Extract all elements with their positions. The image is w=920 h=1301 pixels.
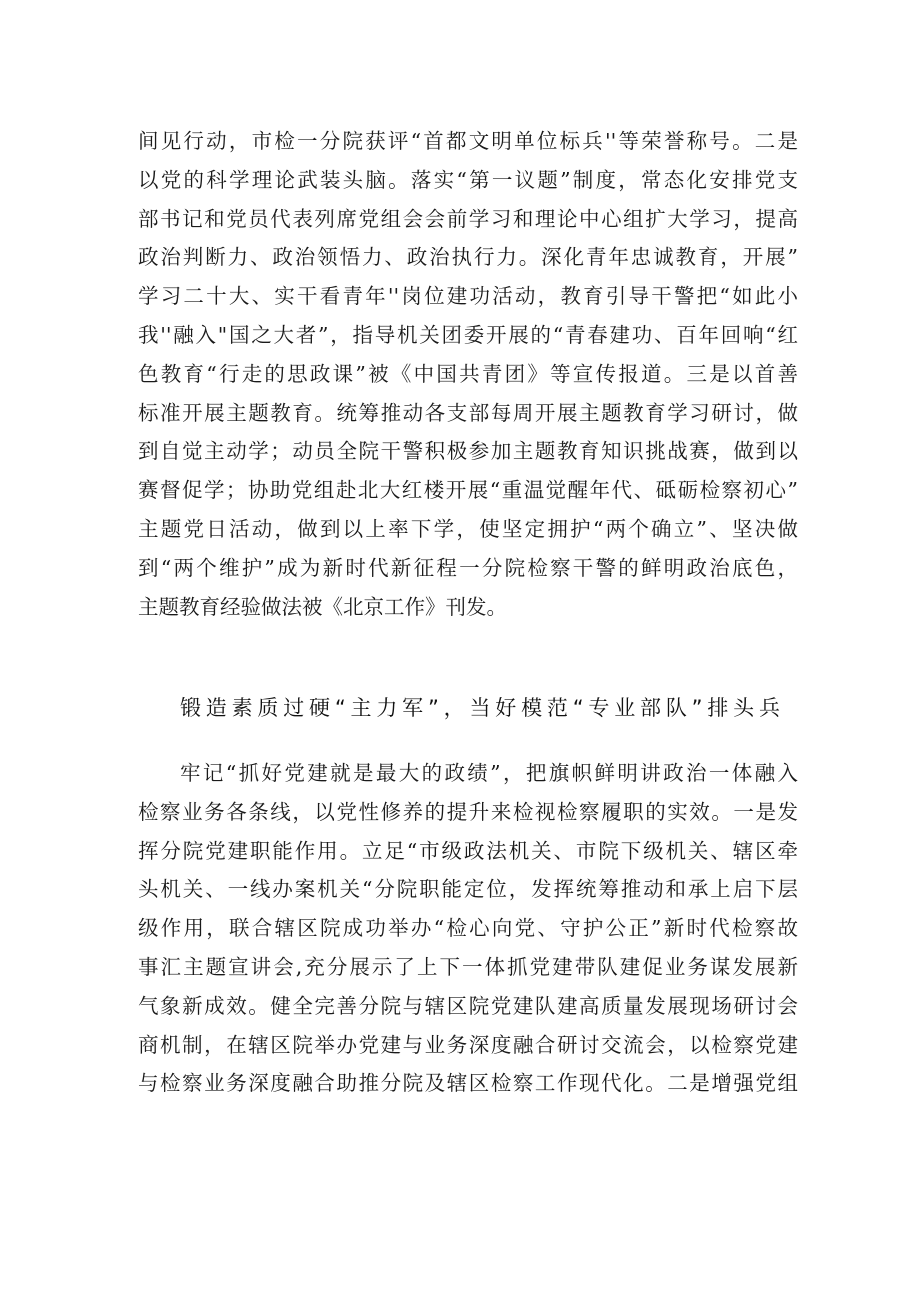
paragraph-1-line: 到自觉主动学；动员全院干警积极参加主题教育知识挑战赛，做到以	[138, 439, 798, 464]
paragraph-2-line: 挥分院党建职能作用。立足“市级政法机关、市院下级机关、辖区牵	[138, 838, 798, 863]
paragraph-1-line: 主题党日活动，做到以上率下学，使坚定拥护“两个确立”、坚决做	[138, 516, 798, 541]
paragraph-2-line: 与检察业务深度融合助推分院及辖区检察工作现代化。二是增强党组	[138, 1071, 798, 1096]
paragraph-2-line: 气象新成效。健全完善分院与辖区院党建队建高质量发展现场研讨会	[138, 993, 798, 1018]
section-heading: 锻造素质过硬“主力军”，当好模范“专业部队”排头兵	[180, 696, 780, 720]
paragraph-2-line: 牢记“抓好党建就是最大的政绩”，把旗帜鲜明讲政治一体融入	[180, 761, 798, 785]
paragraph-1-line: 标准开展主题教育。统筹推动各支部每周开展主题教育学习研讨，做	[138, 400, 798, 425]
paragraph-1-line: 间见行动，市检一分院获评“首都文明单位标兵''等荣誉称号。二是	[138, 129, 798, 153]
paragraph-2-line: 头机关、一线办案机关“分院职能定位，发挥统筹推动和承上启下层	[138, 877, 798, 902]
paragraph-2-line: 事汇主题宣讲会,充分展示了上下一体抓党建带队建促业务谋发展新	[138, 954, 798, 979]
paragraph-1-line: 政治判断力、政治领悟力、政治执行力。深化青年忠诚教育，开展”	[138, 245, 798, 270]
paragraph-2	[138, 754, 798, 1103]
paragraph-1-line: 我''融入"国之大者”，指导机关团委开展的“青春建功、百年回响“红	[138, 322, 798, 347]
paragraph-1-line: 到“两个维护”成为新时代新征程一分院检察干警的鲜明政治底色，	[138, 555, 798, 580]
paragraph-2-line: 级作用，联合辖区院成功举办“检心向党、守护公正”新时代检察故	[138, 916, 798, 941]
paragraph-2-line: 商机制，在辖区院举办党建与业务深度融合研讨交流会，以检察党建	[138, 1032, 798, 1057]
paragraph-2-line: 检察业务各条线，以党性修养的提升来检视检察履职的实效。一是发	[138, 799, 798, 824]
paragraph-1-line: 部书记和党员代表列席党组会会前学习和理论中心组扩大学习，提高	[138, 206, 798, 231]
paragraph-1-line: 学习二十大、实干看青年''岗位建功活动，教育引导干警把“如此小	[138, 284, 798, 309]
paragraph-1-line: 以党的科学理论武装头脑。落实“第一议题”制度，常态化安排党支	[138, 167, 798, 192]
paragraph-1-line: 色教育“行走的思政课”被《中国共青团》等宣传报道。三是以首善	[138, 361, 798, 386]
paragraph-1-line: 主题教育经验做法被《北京工作》刊发。	[138, 594, 507, 619]
paragraph-1-line: 赛督促学；协助党组赴北大红楼开展“重温觉醒年代、砥砺检察初心”	[138, 478, 798, 503]
paragraph-1	[138, 122, 798, 626]
